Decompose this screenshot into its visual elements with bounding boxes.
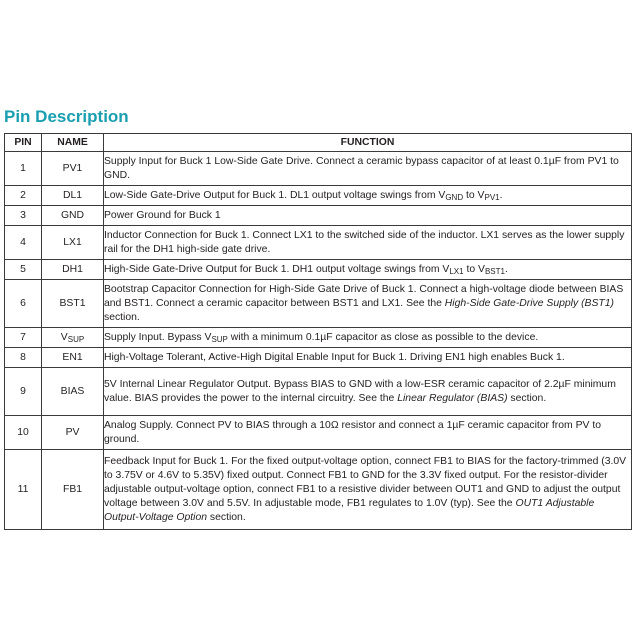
pin-number: 11 (5, 450, 42, 530)
section-reference: OUT1 Adjustable Output-Voltage Option (104, 497, 595, 523)
section-reference: Linear Regulator (BIAS) (397, 392, 508, 404)
pin-name: EN1 (42, 348, 104, 368)
pin-name: GND (42, 206, 104, 226)
header-function: FUNCTION (104, 134, 632, 152)
pin-number: 4 (5, 226, 42, 260)
table-row (5, 348, 632, 368)
section-title: Pin Description (4, 107, 129, 126)
pin-number: 6 (5, 280, 42, 328)
pin-function: Feedback Input for Buck 1. For the fixed output-voltage option, connect FB1 to BIAS for the factory-trimmed (3.0V to 3.75V or 4.6V to 5.35V) fixed output. Connect FB1 to GND for the 3.3V fixed output. For the resistor-divider adjustable output-voltage option, connect FB1 to a resistive divider between OUT1 and GND to adjust the output voltage between 3.0V and 5.5V. In adjustable mode, FB1 regulates to 1.0V (typ). See the OUT1 Adjustable Output-Voltage Option section. (104, 450, 632, 530)
pin-function: Bootstrap Capacitor Connection for High-Side Gate Drive of Buck 1. Connect a high-voltage diode between BIAS and BST1. Connect a ceramic capacitor between BST1 and LX1. See the High-Side Gate-Drive Supply (BST1) section. (104, 280, 632, 328)
table-row (5, 152, 632, 186)
pin-function: Analog Supply. Connect PV to BIAS through a 10Ω resistor and connect a 1µF ceramic capacitor from PV to ground. (104, 416, 632, 450)
table-row (5, 416, 632, 450)
table-row (5, 450, 632, 530)
table-row (5, 226, 632, 260)
pin-name: DH1 (42, 260, 104, 280)
table-row (5, 260, 632, 280)
pin-number: 3 (5, 206, 42, 226)
pin-name: PV (42, 416, 104, 450)
pin-number: 1 (5, 152, 42, 186)
pin-function: Power Ground for Buck 1 (104, 206, 632, 226)
table-row (5, 368, 632, 416)
pin-function: High-Voltage Tolerant, Active-High Digital Enable Input for Buck 1. Driving EN1 high enables Buck 1. (104, 348, 632, 368)
table-row (5, 280, 632, 328)
pin-number: 7 (5, 328, 42, 348)
section-reference: High-Side Gate-Drive Supply (BST1) (444, 297, 614, 309)
pin-function: High-Side Gate-Drive Output for Buck 1. DH1 output voltage swings from $V_{LX1}$ to $V_{BST1}$. (104, 260, 632, 280)
pin-function: Inductor Connection for Buck 1. Connect LX1 to the switched side of the inductor. LX1 serves as the lower supply rail for the DH1 high-side gate drive. (104, 226, 632, 260)
pin-name: BIAS (42, 368, 104, 416)
pin-number: 8 (5, 348, 42, 368)
table-row (5, 206, 632, 226)
pin-number: 9 (5, 368, 42, 416)
pin-name: LX1 (42, 226, 104, 260)
pin-name: BST1 (42, 280, 104, 328)
pin-name: FB1 (42, 450, 104, 530)
pin-number: 10 (5, 416, 42, 450)
pin-number: 5 (5, 260, 42, 280)
table-row (5, 328, 632, 348)
header-name: NAME (42, 134, 104, 152)
pin-name: PV1 (42, 152, 104, 186)
pin-function: 5V Internal Linear Regulator Output. Bypass BIAS to GND with a low-ESR ceramic capacitor of 2.2µF minimum value. BIAS provides the power to the internal circuitry. See the Linear Regulator (BIAS) section. (104, 368, 632, 416)
pin-number: 2 (5, 186, 42, 206)
pin-name: $V_{SUP}$ (42, 328, 104, 348)
pin-function: Supply Input. Bypass $V_{SUP}$ with a minimum 0.1µF capacitor as close as possible to the device. (104, 328, 632, 348)
pin-name: DL1 (42, 186, 104, 206)
pin-function: Low-Side Gate-Drive Output for Buck 1. DL1 output voltage swings from $V_{GND}$ to $V_{PV1}$. (104, 186, 632, 206)
pin-function: Supply Input for Buck 1 Low-Side Gate Drive. Connect a ceramic bypass capacitor of at least 0.1µF from PV1 to GND. (104, 152, 632, 186)
pin-description-table (4, 133, 632, 530)
table-header-row (5, 134, 632, 152)
table-row (5, 186, 632, 206)
header-pin: PIN (5, 134, 42, 152)
